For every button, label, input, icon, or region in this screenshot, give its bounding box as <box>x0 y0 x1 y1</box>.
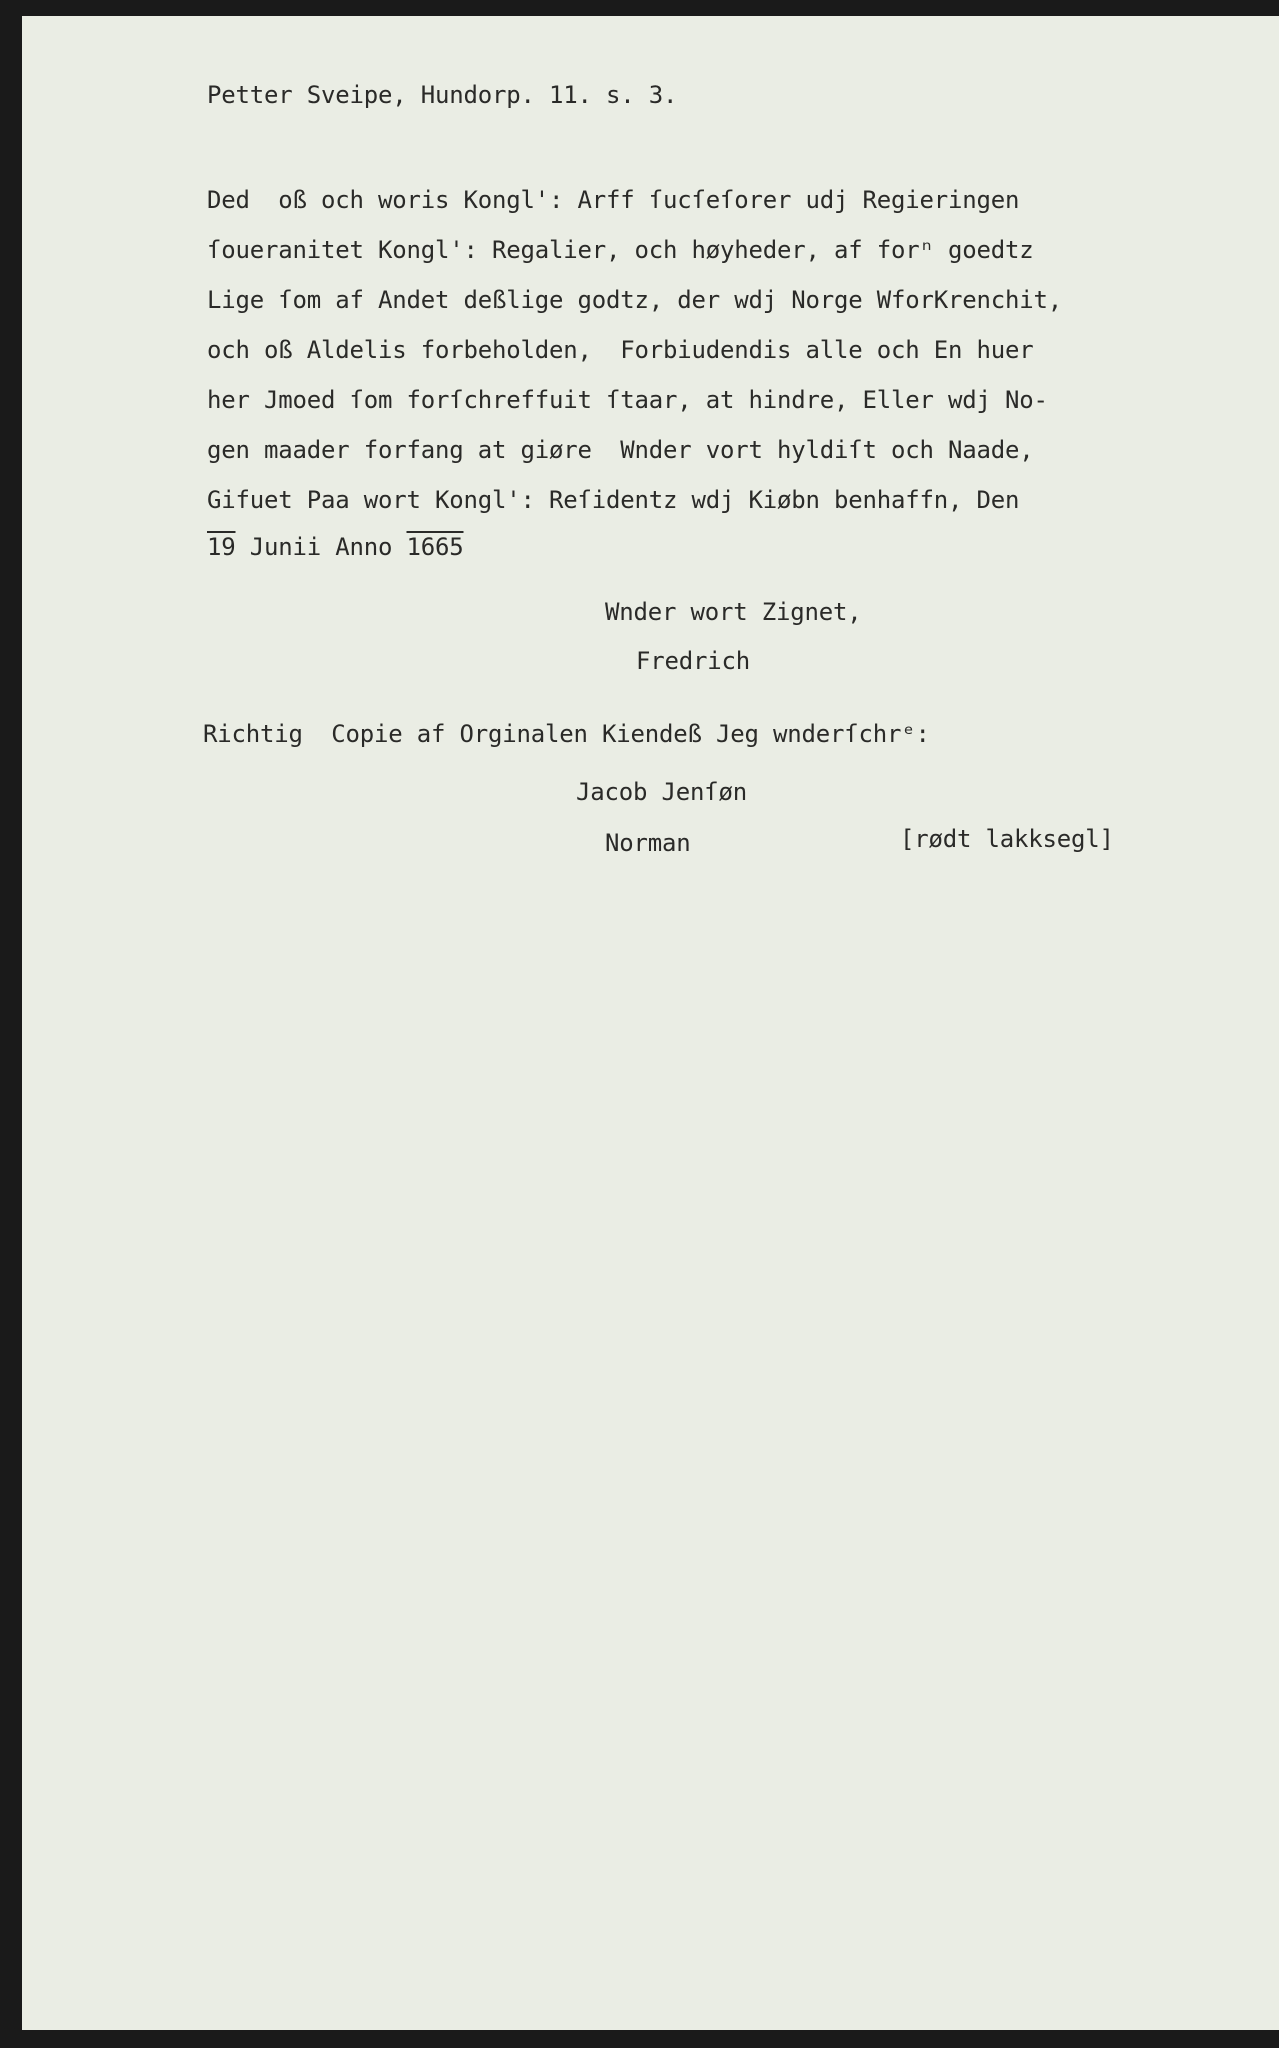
date-day: 19 <box>207 533 236 561</box>
copier-name: Jacob Jenſøn <box>576 778 747 806</box>
body-line-4: och oß Aldelis forbeholden, Forbiudendis alle och En huer <box>207 336 1034 364</box>
body-line-7: Gifuet Paa wort Kongl': Reſidentz wdj Kiøbn benhaffn, Den <box>207 486 1020 514</box>
body-line-2: ſoueranitet Kongl': Regalier, och høyheder, af forⁿ goedtz <box>207 236 1034 264</box>
seal-note: [rødt lakksegl] <box>900 825 1114 853</box>
body-line-5: her Jmoed ſom forſchreffuit ſtaar, at hindre, Eller wdj No- <box>207 386 1048 414</box>
signature-line: Wnder wort Zignet, <box>605 598 862 626</box>
document-header: Petter Sveipe, Hundorp. 11. s. 3. <box>207 81 678 109</box>
copy-note: Richtig Copie af Orginalen Kiendeß Jeg wnderſchrᵉ: <box>203 720 930 748</box>
copier-place: Norman <box>605 829 691 857</box>
date-middle: Junii Anno <box>235 533 407 561</box>
signature-name: Fredrich <box>636 647 750 675</box>
date-year: 1665 <box>406 533 464 561</box>
body-line-3: Lige ſom af Andet deßlige godtz, der wdj Norge WforKrenchit, <box>207 286 1062 314</box>
date-line <box>207 532 464 562</box>
body-line-6: gen maader forfang at giøre Wnder vort hyldiſt och Naade, <box>207 436 1034 464</box>
body-line-1: Ded oß och woris Kongl': Arff ſucſeſorer udj Regieringen <box>207 186 1020 214</box>
document-page <box>22 16 1279 2030</box>
